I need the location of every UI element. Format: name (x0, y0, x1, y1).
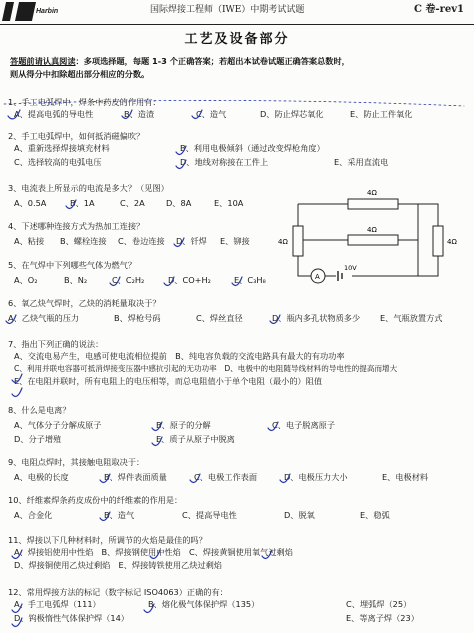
question-8 (8, 406, 468, 447)
label-r-right: 4Ω (447, 238, 457, 246)
option-c[interactable]: C、电极工作表面 (194, 472, 258, 483)
option-a[interactable]: A、乙炔气瓶的压力 (8, 313, 80, 324)
question-5 (8, 261, 468, 288)
question-11 (8, 536, 468, 570)
option-b[interactable]: B、造气 (104, 510, 135, 521)
page-header (0, 0, 474, 25)
option-d[interactable]: D、钎焊 (176, 236, 207, 247)
option-row (8, 158, 468, 170)
label-r-mid: 4Ω (367, 226, 377, 234)
question-stem: 9、电阻点焊时，其接触电阻取决于： (8, 457, 145, 467)
option-row (8, 314, 468, 326)
university-logo (4, 2, 100, 21)
option-c[interactable]: C、电子脱离原子 (272, 420, 336, 431)
option-c[interactable]: C、2A (120, 198, 145, 209)
option-row (8, 276, 468, 288)
section-title: 工艺及设备部分 (184, 32, 290, 47)
option-c[interactable]: C、卷边连接 (118, 236, 165, 247)
instructions-lead: 答题前请认真阅读 (10, 56, 76, 66)
label-r-top: 4Ω (367, 189, 377, 197)
option-c[interactable]: C、造气 (196, 109, 227, 120)
question-9 (8, 458, 468, 485)
option-b[interactable]: B、原子的分解 (156, 420, 211, 431)
option-row (8, 199, 468, 211)
question-stem: 12、常用焊接方法的标记（数字标记 ISO4063）正确的有： (8, 587, 228, 597)
instructions-line-1 (10, 55, 466, 68)
question-6 (8, 299, 468, 326)
question-7 (8, 340, 468, 386)
question-1 (8, 98, 468, 122)
question-10 (8, 496, 468, 523)
option-row (8, 421, 468, 433)
option-b[interactable]: B、利用电极倾斜（通过改变焊枪角度） (180, 143, 325, 154)
option-row (8, 237, 468, 249)
option-e[interactable]: E、10A (214, 198, 244, 209)
question-stem: 10、纤维素焊条药皮成份中的纤维素的作用是： (8, 495, 183, 505)
question-stem: 4、下述哪种连接方式为热加工连接？ (8, 221, 145, 231)
question-stem: 5、在气焊中下列哪些气体为燃气？ (8, 260, 137, 270)
instructions-line-2: 则从得分中扣除超出部分相应的分数。 (10, 69, 150, 79)
exam-title: 国际焊接工程师（IWE）中期考试试题 (150, 5, 305, 15)
logo-mark (2, 2, 36, 21)
source-label: 10V (344, 264, 357, 272)
question-2 (8, 132, 468, 170)
option-e[interactable]: E、铆接 (220, 236, 250, 247)
logo-text: Harbin (36, 8, 59, 15)
option-a[interactable]: A、重新选择焊接填充材料 (14, 143, 110, 154)
option-c[interactable]: C、提高导电性 (182, 510, 237, 521)
option-e[interactable]: E、采用直流电 (334, 157, 389, 168)
option-b[interactable]: B、焊件表面质量 (104, 472, 167, 483)
option-row (8, 614, 468, 626)
option-e[interactable]: E、防止工件氧化 (350, 109, 413, 120)
instructions (10, 55, 466, 81)
option-b[interactable]: B、螺栓连接 (60, 236, 107, 247)
option-a[interactable]: A、合金化 (14, 510, 53, 521)
option-a[interactable]: A、粘接 (14, 236, 45, 247)
option-line[interactable]: D、焊接铜使用乙炔过剩焰 E、焊接铸铁使用乙炔过剩焰 (14, 559, 222, 570)
question-stem: 1、手工电弧焊中，焊条中药皮的作用有： (8, 97, 161, 107)
option-c[interactable]: C、C₂H₂ (112, 275, 145, 286)
option-e[interactable]: E、气瓶放置方式 (380, 313, 443, 324)
option-line[interactable]: A、焊接铝使用中性焰 B、焊接钢使用中性焰 C、焊接黄铜使用氧气过剩焰 (14, 547, 293, 558)
question-4 (8, 222, 468, 249)
option-row (8, 600, 468, 612)
question-stem: 3、电流表上所显示的电流是多大？（见图） (8, 183, 169, 193)
option-b[interactable]: B、1A (70, 198, 95, 209)
option-line[interactable]: C、利用并联电容器可抵消焊接变压器中感抗引起的无功功率 D、电极中的电阻随导线材料的导电性的提高而增大 (14, 363, 398, 373)
option-d[interactable]: D、CO+H₂ (168, 275, 211, 286)
option-b[interactable]: B、焊枪号码 (114, 313, 161, 324)
option-row (8, 110, 468, 122)
option-d[interactable]: D、防止焊芯氧化 (260, 109, 324, 120)
option-e[interactable]: E、等离子焊（23） (346, 613, 419, 624)
option-row (8, 435, 468, 447)
option-d[interactable]: D、脱氧 (284, 510, 315, 521)
question-stem: 7、指出下列正确的说法： (8, 339, 104, 349)
option-b[interactable]: B、熔化极气体保护焊（135） (148, 599, 260, 610)
option-e[interactable]: E、C₃H₈ (234, 275, 266, 286)
question-stem: 8、什么是电离？ (8, 405, 71, 415)
option-c[interactable]: C、埋弧焊（25） (346, 599, 412, 610)
option-b[interactable]: B、N₂ (64, 275, 88, 286)
question-stem: 6、氧乙炔气焊时，乙炔的消耗量取决于？ (8, 298, 161, 308)
ammeter-label: A (315, 273, 320, 281)
option-row (8, 473, 468, 485)
option-a[interactable]: A、提高电弧的导电性 (14, 109, 94, 120)
question-3 (8, 184, 468, 211)
option-c[interactable]: C、选择较高的电弧电压 (14, 157, 102, 168)
option-row (8, 511, 468, 523)
option-e[interactable]: E、稳弧 (360, 510, 390, 521)
paper-code: C 卷-rev1 (414, 4, 464, 15)
option-a[interactable]: A、0.5A (14, 198, 47, 209)
option-b[interactable]: B、造渣 (124, 109, 155, 120)
pen-mark (12, 388, 22, 396)
option-d[interactable]: D、地线对称接在工件上 (180, 157, 269, 168)
option-a[interactable]: A、气体分子分解成原子 (14, 420, 102, 431)
option-e[interactable]: E、质子从原子中脱离 (156, 434, 235, 445)
option-line[interactable]: A、交流电易产生，电感可使电流相位提前 B、纯电容负载的交流电路具有最大的有功功率 (14, 351, 345, 362)
instructions-text-1: ：多项选择题，每题 1-3 个正确答案；若超出本试卷试题正确答案总数时， (75, 56, 350, 66)
option-e[interactable]: E、电极材料 (382, 472, 429, 483)
option-d[interactable]: D、瓶内多孔状物质多少 (272, 313, 361, 324)
option-d[interactable]: D、钨极惰性气体保护焊（14） (14, 613, 129, 624)
question-stem: 11、焊接以下几种材料时，所调节的火焰是最佳的吗？ (8, 535, 207, 545)
option-d[interactable]: D、电极压力大小 (284, 472, 348, 483)
option-line[interactable]: E、在电阻并联时，所有电阻上的电压相等，而总电阻值小于单个电阻（最小的）阻值 (14, 375, 323, 386)
option-a[interactable]: A、O₂ (14, 275, 38, 286)
option-d[interactable]: D、分子增殖 (14, 434, 62, 445)
option-d[interactable]: D、8A (166, 198, 192, 209)
label-r-left: 4Ω (278, 238, 288, 246)
option-c[interactable]: C、焊丝直径 (196, 313, 243, 324)
option-a[interactable]: A、手工电弧焊（111） (14, 599, 101, 610)
option-row (8, 144, 468, 156)
question-12 (8, 588, 468, 626)
option-a[interactable]: A、电极的长度 (14, 472, 69, 483)
question-stem: 2、手工电弧焊中，如何抵消磁偏吹？ (8, 131, 145, 141)
